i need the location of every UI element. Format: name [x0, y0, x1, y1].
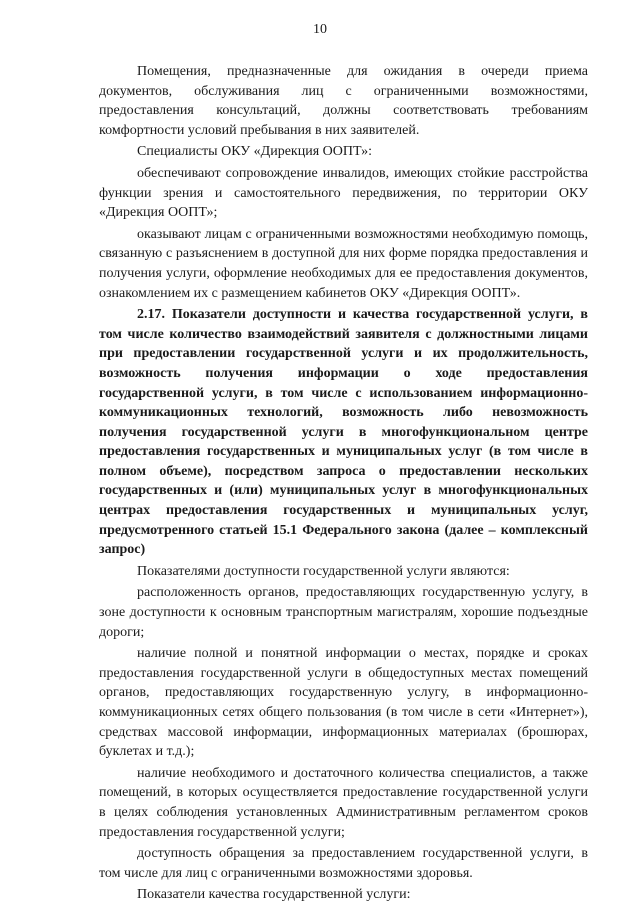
- paragraph-accessibility-intro: Показателями доступности государственной услуги являются:: [137, 563, 510, 579]
- paragraph-location: расположенность органов, предоставляющих государственную услугу, в зоне доступности к основным транспортным магистралям, хорошие подъездные дороги;: [99, 585, 588, 640]
- paragraph-waiting-rooms: Помещения, предназначенные для ожидания в очереди приема документов, обслуживания лиц с ограниченными возможностями, предоставления консультаций, должны соответствовать требованиям комфортности условий пребывания в них заявителей.: [99, 64, 588, 138]
- paragraph-information: наличие полной и понятной информации о местах, порядке и сроках предоставления государственной услуги в общедоступных местах помещений органов, предоставляющих государственную услугу, в информационно-коммуникационных сетях общего пользования (в том числе в сети «Интернет»), средствах массовой информации, информационных материалах (брошюрах, буклетах и т.д.);: [99, 646, 588, 760]
- section-heading-2-17: 2.17. Показатели доступности и качества государственной услуги, в том числе количество взаимодействий заявителя с должностными лицами при предоставлении государственной услуги и их продолжительность, возможность получения информации о ходе предоставления государственной услуги, в том числе с использованием информационно-коммуникационных технологий, возможность либо невозможность получения государственной услуги в многофункциональном центре предоставления государственных и муниципальных услуг (в том числе в полном объеме), посредством запроса о предоставлении нескольких государственных и (или) муниципальных услуг в многофункциональных центрах предоставления государственных и муниципальных услуг, предусмотренного статьей 15.1 Федерального закона (далее – комплексный запрос): [99, 307, 588, 558]
- page-number: 10: [313, 22, 327, 37]
- paragraph-assistance: оказывают лицам с ограниченными возможностями необходимую помощь, связанную с разъяснением в доступной для них форме порядка предоставления и получения услуги, оформление необходимых для ее предоставления документов, ознакомлением их с размещением кабинетов ОКУ «Дирекция ООПТ».: [99, 226, 588, 301]
- paragraph-specialists-intro: Специалисты ОКУ «Дирекция ООПТ»:: [137, 144, 373, 160]
- paragraph-access-request: доступность обращения за предоставлением государственной услуги, в том числе для лиц с ограниченными возможностями здоровья.: [99, 846, 588, 881]
- paragraph-escort-disabled: обеспечивают сопровождение инвалидов, имеющих стойкие расстройства функции зрения и самостоятельного передвижения, по территории ОКУ «Дирекция ООПТ»;: [99, 165, 588, 221]
- paragraph-quality-intro: Показатели качества государственной услуги:: [137, 887, 411, 903]
- paragraph-staff: наличие необходимого и достаточного количества специалистов, а также помещений, в которых осуществляется предоставление государственной услуги в целях соблюдения установленных Административным регламентом сроков предоставления государственной услуги;: [99, 765, 588, 840]
- document-body: [99, 62, 588, 907]
